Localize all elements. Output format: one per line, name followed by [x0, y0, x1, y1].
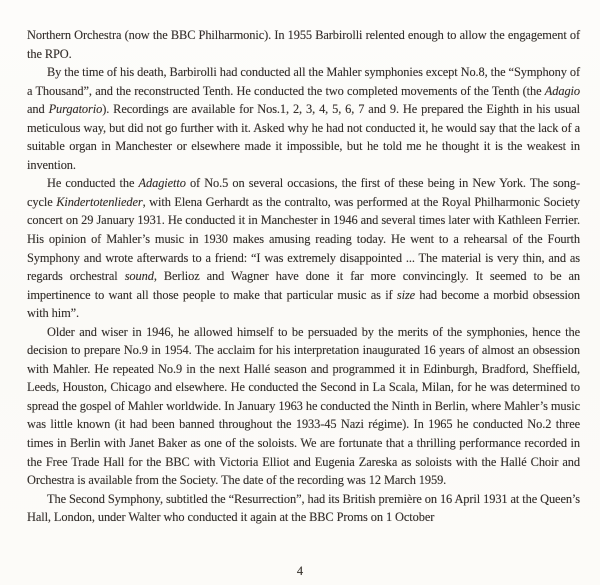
paragraph: Older and wiser in 1946, he allowed himself to be persuaded by the merits of the symphonies, hence the decision to prepare No.9 in 1954. The acclaim for his interpretation inaugurated 16 years of almost an obsession with Mahler. He repeated No.9 in the next Hallé season and programmed it in Edinburgh, Bradford, Sheffield, Leeds, Houston, Chicago and elsewhere. He conducted the Second in La Scala, Milan, for he was determined to spread the gospel of Mahler worldwide. In January 1963 he conducted the Ninth in Berlin, where Mahler’s music was little known (it had been banned throughout the 1933-45 Nazi régime). In 1965 he conducted No.2 three times in Berlin with Janet Baker as one of the soloists. We are fortunate that a thrilling performance recorded in the Free Trade Hall for the BBC with Victoria Elliot and Eugenia Zareska as soloists with the Hallé Choir and Orchestra is available from the Society. The date of the recording was 12 March 1959. — [27, 324, 580, 488]
paragraph: He conducted the Adagietto of No.5 on several occasions, the first of these being in New York. The song-cycle Kindertotenlieder, with Elena Gerhardt as the contralto, was performed at the Royal Philharmonic Society concert on 29 January 1931. He conducted it in Manchester in 1946 and several times later with Kathleen Ferrier. His opinion of Mahler’s music in 1930 makes amusing reading today. He went to a rehearsal of the Fourth Symphony and wrote afterwards to a friend: “I was extremely disappointed ... The material is very thin, and as regards orchestral sound, Berlioz and Wagner have done it far more convincingly. It seemed to be an impertinence to want all those people to make that particular music as if size had become a morbid obsession with him”. — [27, 176, 580, 321]
paragraph: The Second Symphony, subtitled the “Resurrection”, had its British première on 16 April 1931 at the Queen’s Hall, London, under Walter who conducted it again at the BBC Proms on 1 October — [27, 491, 580, 525]
page-text — [27, 26, 580, 527]
paragraph: By the time of his death, Barbirolli had conducted all the Mahler symphonies except No.8, the “Symphony of a Thousand”, and the reconstructed Tenth. He conducted the two completed movements of the Tenth (the Adagio and Purgatorio). Recordings are available for Nos.1, 2, 3, 4, 5, 6, 7 and 9. He prepared the Eighth in his usual meticulous way, but did not go further with it. Asked why he had not conducted it, he would say that the lack of a suitable organ in Manchester or elsewhere made it impossible, but he told me he thought it is the weakest in invention. — [27, 65, 580, 172]
paragraph: Northern Orchestra (now the BBC Philharmonic). In 1955 Barbirolli relented enough to allow the engagement of the RPO. — [27, 28, 580, 61]
page-number: 4 — [296, 564, 304, 578]
